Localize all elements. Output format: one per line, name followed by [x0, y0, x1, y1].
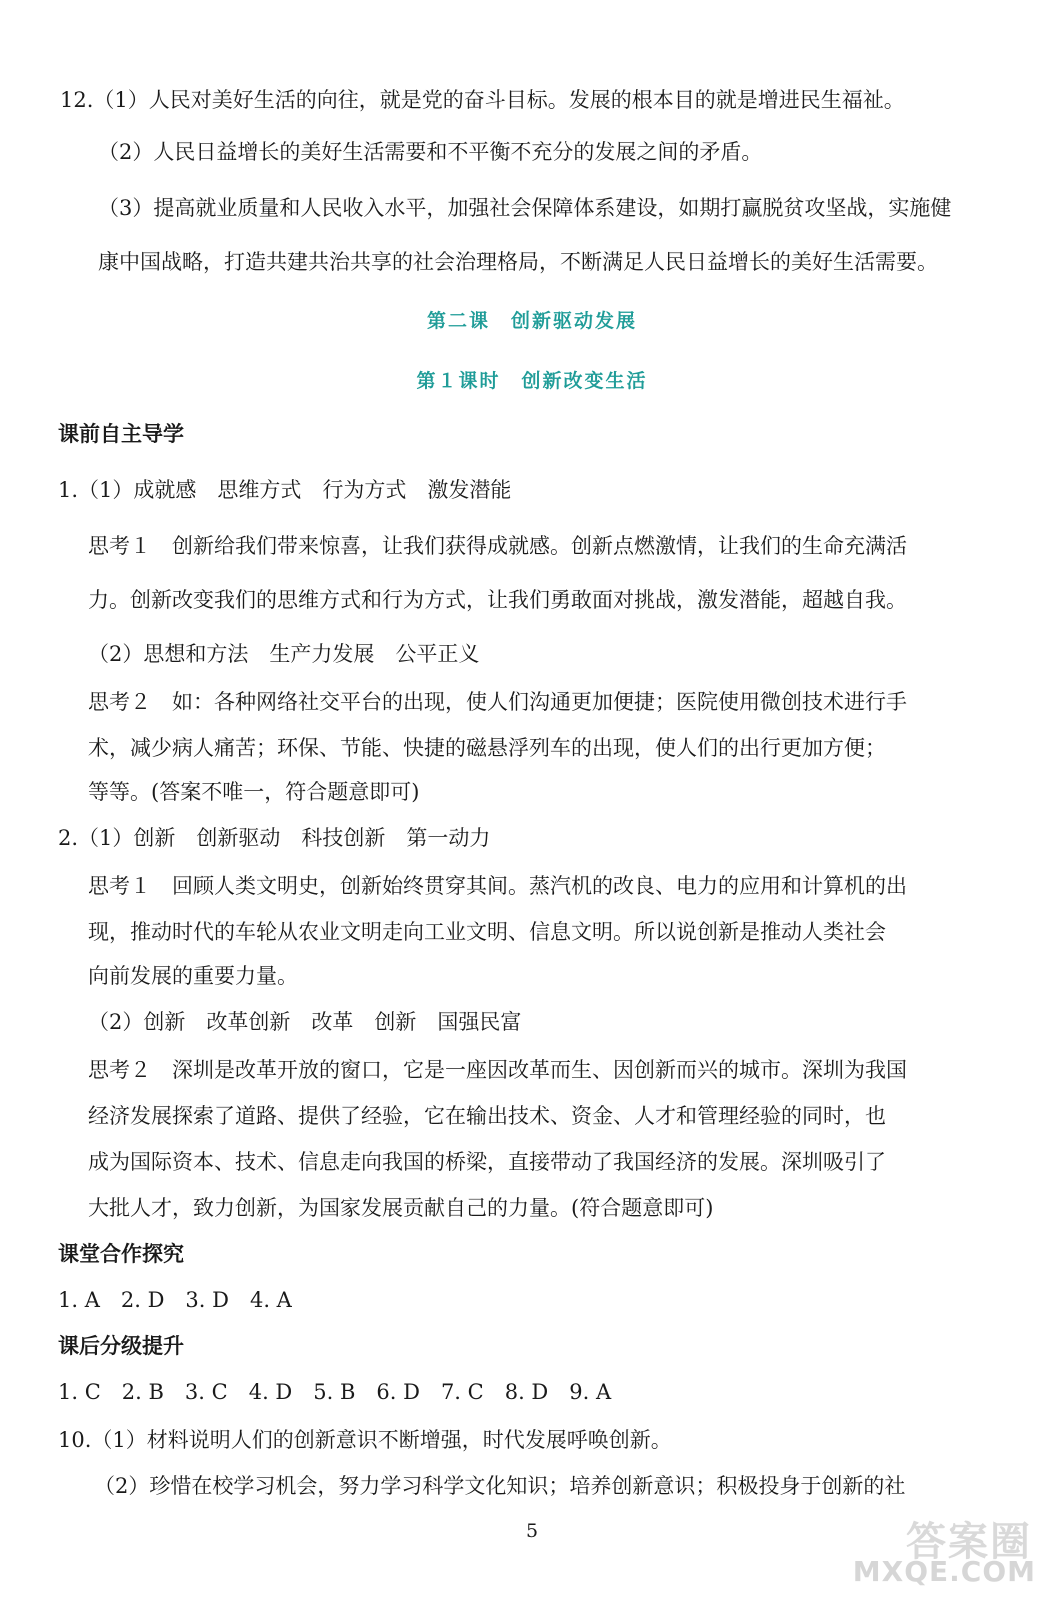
watermark-top-text: 答案圈	[906, 1519, 1032, 1565]
think-2-2-line-3: 成为国际资本、技术、信息走向我国的桥梁，直接带动了我国经济的发展。深圳吸引了	[88, 1150, 886, 1174]
think-2-2-line-1: 思考２ 深圳是改革开放的窗口，它是一座因改革而生、因创新而兴的城市。深圳为我国	[88, 1058, 907, 1082]
think-2-2-line-2: 经济发展探索了道路、提供了经验，它在输出技术、资金、人才和管理经验的同时，也	[88, 1104, 886, 1128]
think-2-1-line-3: 向前发展的重要力量。	[88, 964, 298, 988]
section-heading-preview: 课前自主导学	[58, 421, 184, 446]
answer-1-part-1: 1.（1）成就感 思维方式 行为方式 激发潜能	[58, 478, 512, 502]
think-1-2-line-3: 等等。(答案不唯一，符合题意即可)	[88, 780, 420, 804]
watermark-logo	[840, 1510, 1040, 1588]
answer-1-part-2: （2）思想和方法 生产力发展 公平正义	[88, 642, 480, 666]
q10-line-2: （2）珍惜在校学习机会，努力学习科学文化知识；培养创新意识；积极投身于创新的社	[94, 1474, 906, 1498]
watermark-bottom-text: MXQE.COM	[852, 1555, 1036, 1588]
think-1-1-line-2: 力。创新改变我们的思维方式和行为方式，让我们勇敢面对挑战，激发潜能，超越自我。	[88, 588, 907, 612]
q10-line-1: 10.（1）材料说明人们的创新意识不断增强，时代发展呼唤创新。	[58, 1428, 672, 1452]
think-1-2-line-2: 术，减少病人痛苦；环保、节能、快捷的磁悬浮列车的出现，使人们的出行更加方便；	[88, 736, 886, 760]
think-1-1-line-1: 思考１ 创新给我们带来惊喜，让我们获得成就感。创新点燃激情，让我们的生命充满活	[88, 534, 907, 558]
answer-2-part-2: （2）创新 改革创新 改革 创新 国强民富	[88, 1010, 522, 1034]
think-2-1-line-2: 现，推动时代的车轮从农业文明走向工业文明、信息文明。所以说创新是推动人类社会	[88, 920, 886, 944]
section-heading-after: 课后分级提升	[58, 1333, 184, 1358]
q12-line-3: （3）提高就业质量和人民收入水平，加强社会保障体系建设，如期打赢脱贫攻坚战，实施健	[98, 196, 952, 220]
think-2-1-line-1: 思考１ 回顾人类文明史，创新始终贯穿其间。蒸汽机的改良、电力的应用和计算机的出	[88, 874, 907, 898]
q12-line-4: 康中国战略，打造共建共治共享的社会治理格局，不断满足人民日益增长的美好生活需要。	[98, 250, 938, 274]
think-2-2-line-4: 大批人才，致力创新，为国家发展贡献自己的力量。(符合题意即可)	[88, 1196, 714, 1220]
q12-line-2: （2）人民日益增长的美好生活需要和不平衡不充分的发展之间的矛盾。	[98, 140, 763, 164]
period-title: 第１课时 创新改变生活	[416, 370, 648, 392]
page-number: 5	[525, 1520, 539, 1542]
think-1-2-line-1: 思考２ 如：各种网络社交平台的出现，使人们沟通更加便捷；医院使用微创技术进行手	[88, 690, 907, 714]
after-answers: 1. C 2. B 3. C 4. D 5. B 6. D 7. C 8. D 9. A	[58, 1380, 612, 1404]
lesson-title: 第二课 创新驱动发展	[426, 310, 637, 332]
answer-2-part-1: 2.（1）创新 创新驱动 科技创新 第一动力	[58, 826, 491, 850]
q12-line-1: 12.（1）人民对美好生活的向往，就是党的奋斗目标。发展的根本目的就是增进民生福祉。	[60, 88, 905, 112]
section-heading-classroom: 课堂合作探究	[58, 1241, 184, 1266]
classroom-answers: 1. A 2. D 3. D 4. A	[58, 1288, 292, 1312]
